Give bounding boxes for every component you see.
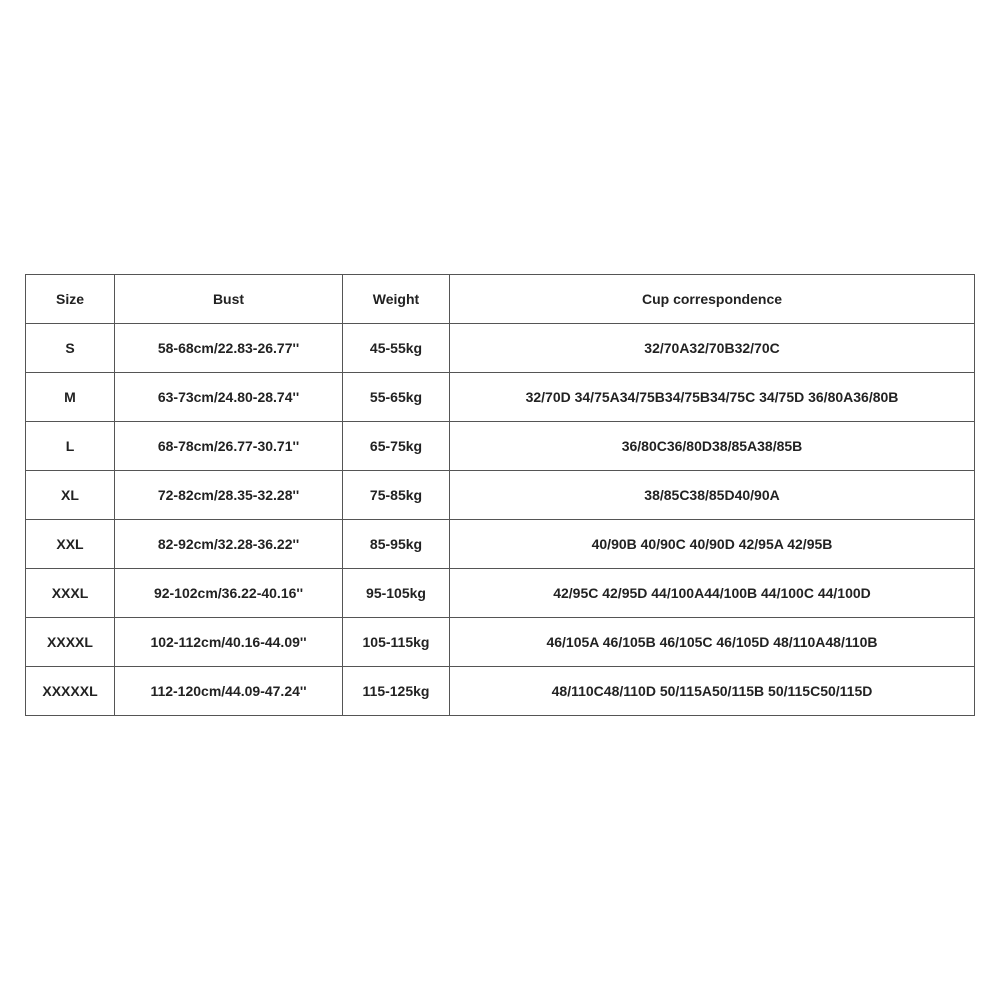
size-chart-body [26,324,975,716]
cell-bust: 68-78cm/26.77-30.71'' [115,422,343,471]
cell-size: XXXXXL [26,667,115,716]
header-row [26,275,975,324]
cell-size: XXL [26,520,115,569]
header-cup-correspondence: Cup correspondence [450,275,975,324]
cell-cup: 46/105A 46/105B 46/105C 46/105D 48/110A48/110B [450,618,975,667]
cell-cup: 48/110C48/110D 50/115A50/115B 50/115C50/115D [450,667,975,716]
header-size: Size [26,275,115,324]
table-row [26,569,975,618]
cell-weight: 55-65kg [343,373,450,422]
cell-cup: 32/70D 34/75A34/75B34/75B34/75C 34/75D 36/80A36/80B [450,373,975,422]
size-chart-table [25,274,975,716]
header-weight: Weight [343,275,450,324]
size-chart-header [26,275,975,324]
cell-weight: 65-75kg [343,422,450,471]
cell-bust: 102-112cm/40.16-44.09'' [115,618,343,667]
cell-size: XL [26,471,115,520]
cell-weight: 85-95kg [343,520,450,569]
table-row [26,667,975,716]
cell-cup: 32/70A32/70B32/70C [450,324,975,373]
cell-size: M [26,373,115,422]
table-row [26,373,975,422]
cell-bust: 72-82cm/28.35-32.28'' [115,471,343,520]
table-row [26,618,975,667]
table-row [26,422,975,471]
cell-size: XXXXL [26,618,115,667]
cell-weight: 105-115kg [343,618,450,667]
cell-cup: 38/85C38/85D40/90A [450,471,975,520]
header-bust: Bust [115,275,343,324]
cell-size: S [26,324,115,373]
cell-bust: 92-102cm/36.22-40.16'' [115,569,343,618]
cell-bust: 112-120cm/44.09-47.24'' [115,667,343,716]
cell-size: XXXL [26,569,115,618]
cell-bust: 58-68cm/22.83-26.77'' [115,324,343,373]
table-row [26,471,975,520]
cell-bust: 82-92cm/32.28-36.22'' [115,520,343,569]
cell-cup: 40/90B 40/90C 40/90D 42/95A 42/95B [450,520,975,569]
cell-bust: 63-73cm/24.80-28.74'' [115,373,343,422]
cell-size: L [26,422,115,471]
cell-cup: 36/80C36/80D38/85A38/85B [450,422,975,471]
cell-weight: 75-85kg [343,471,450,520]
cell-weight: 115-125kg [343,667,450,716]
cell-weight: 95-105kg [343,569,450,618]
cell-cup: 42/95C 42/95D 44/100A44/100B 44/100C 44/100D [450,569,975,618]
cell-weight: 45-55kg [343,324,450,373]
table-row [26,520,975,569]
table-row [26,324,975,373]
